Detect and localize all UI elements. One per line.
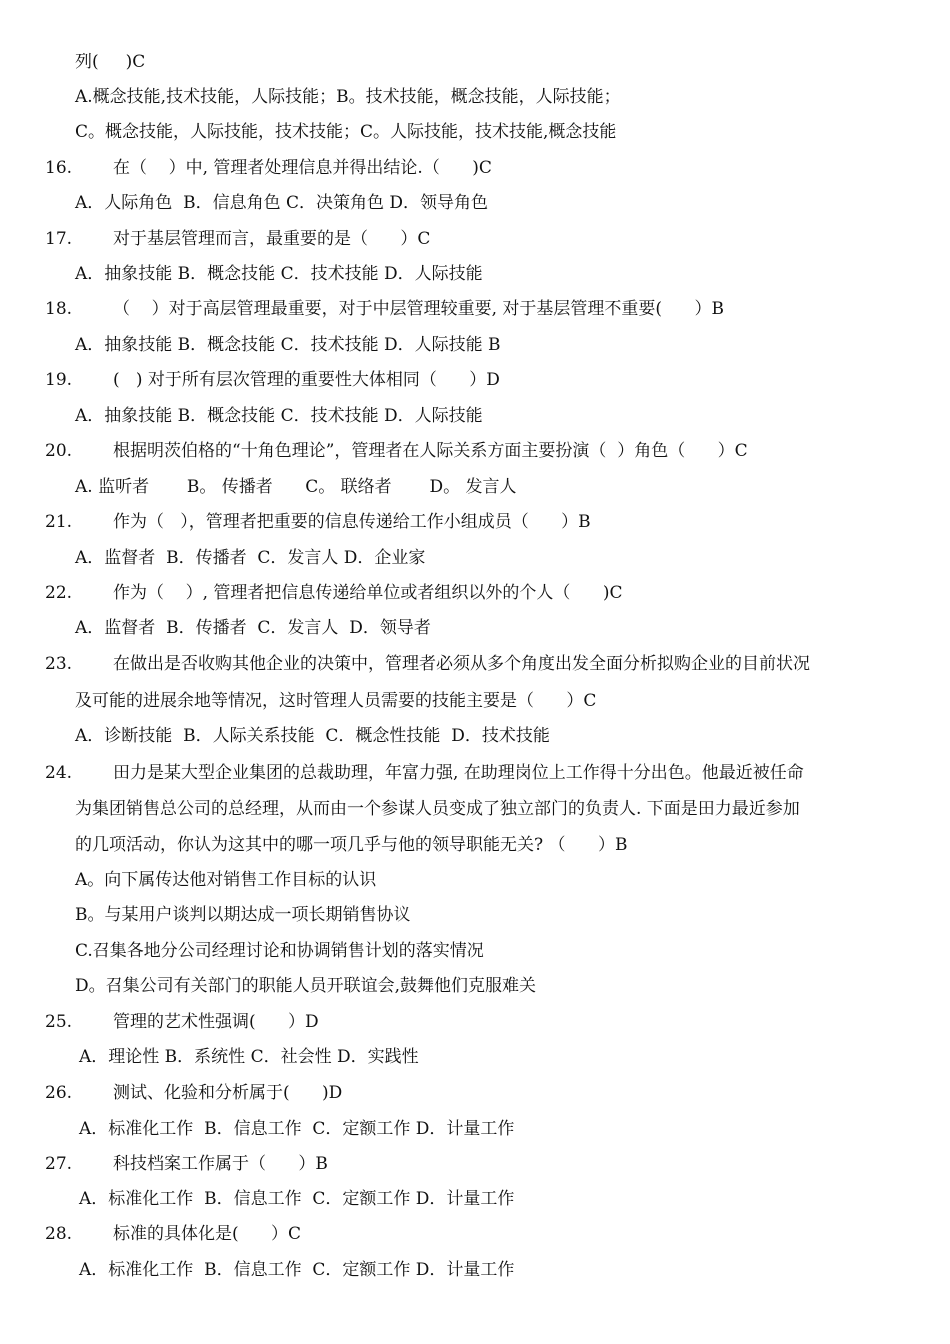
question-text: 在（ ）中, 管理者处理信息并得出结论.（ )C bbox=[113, 158, 492, 178]
text-line: 列( )C bbox=[75, 52, 146, 72]
question-number: 21. bbox=[45, 512, 73, 532]
question-text: 作为（ ），管理者把重要的信息传递给工作小组成员（ ）B bbox=[113, 512, 591, 532]
option-b: B。与某用户谈判以期达成一项长期销售协议 bbox=[75, 905, 411, 925]
options-line: A. 监听者 B。 传播者 C。 联络者 D。 发言人 bbox=[75, 477, 517, 497]
question-text: ( ) 对于所有层次管理的重要性大体相同（ ）D bbox=[113, 370, 500, 390]
options-line: A．抽象技能 B．概念技能 C．技术技能 D．人际技能 bbox=[75, 406, 483, 426]
options-line: A．人际角色 B．信息角色 C．决策角色 D．领导角色 bbox=[75, 193, 489, 213]
options-line: A．标准化工作 B．信息工作 C．定额工作 D．计量工作 bbox=[79, 1189, 515, 1209]
question-text: 科技档案工作属于（ ）B bbox=[113, 1154, 328, 1174]
question-number: 16. bbox=[45, 158, 73, 178]
question-text: （ ）对于高层管理最重要，对于中层管理较重要, 对于基层管理不重要( ）B bbox=[113, 299, 724, 319]
question-number: 23. bbox=[45, 654, 73, 674]
text-line: 为集团销售总公司的总经理，从而由一个参谋人员变成了独立部门的负责人. 下面是田力最近参加 bbox=[75, 799, 800, 819]
question-27 bbox=[45, 1152, 328, 1176]
question-number: 27. bbox=[45, 1154, 73, 1174]
question-text: 根据明茨伯格的“十角色理论”，管理者在人际关系方面主要扮演（ ）角色（ ）C bbox=[113, 441, 748, 461]
question-25 bbox=[45, 1010, 319, 1034]
question-number: 17. bbox=[45, 229, 73, 249]
option-d: D。召集公司有关部门的职能人员开联谊会,鼓舞他们克服难关 bbox=[75, 976, 537, 996]
text-line: A.概念技能,技术技能，人际技能；B。技术技能，概念技能，人际技能； bbox=[75, 87, 621, 107]
question-number: 28. bbox=[45, 1224, 73, 1244]
question-number: 22. bbox=[45, 583, 73, 603]
question-number: 20. bbox=[45, 441, 73, 461]
options-line: A．监督者 B．传播者 C．发言人 D．领导者 bbox=[75, 618, 431, 638]
question-text: 标准的具体化是( ）C bbox=[113, 1224, 302, 1244]
option-c: C.召集各地分公司经理讨论和协调销售计划的落实情况 bbox=[75, 941, 484, 961]
options-line: A．诊断技能 B．人际关系技能 C．概念性技能 D．技术技能 bbox=[75, 726, 550, 746]
question-22 bbox=[45, 581, 622, 605]
question-number: 19. bbox=[45, 370, 73, 390]
options-line: A．标准化工作 B．信息工作 C．定额工作 D．计量工作 bbox=[79, 1260, 515, 1280]
question-number: 26. bbox=[45, 1083, 73, 1103]
text-line: 及可能的进展余地等情况，这时管理人员需要的技能主要是（ ）C bbox=[75, 691, 597, 711]
question-text: 管理的艺术性强调( ）D bbox=[113, 1012, 319, 1032]
question-23 bbox=[45, 652, 810, 676]
question-text: 对于基层管理而言，最重要的是（ ）C bbox=[113, 229, 431, 249]
text-line: 的几项活动，你认为这其中的哪一项几乎与他的领导职能无关? （ ）B bbox=[75, 835, 628, 855]
question-19 bbox=[45, 368, 500, 392]
question-28 bbox=[45, 1222, 301, 1246]
options-line: A．理论性 B．系统性 C．社会性 D．实践性 bbox=[79, 1047, 419, 1067]
question-17 bbox=[45, 227, 430, 251]
question-text: 作为（ ）, 管理者把信息传递给单位或者组织以外的个人（ )C bbox=[113, 583, 623, 603]
question-24 bbox=[45, 761, 804, 785]
question-number: 25. bbox=[45, 1012, 73, 1032]
question-number: 24. bbox=[45, 763, 73, 783]
question-20 bbox=[45, 439, 748, 463]
options-line: A．抽象技能 B．概念技能 C．技术技能 D．人际技能 bbox=[75, 264, 483, 284]
question-26 bbox=[45, 1081, 342, 1105]
options-line: A．标准化工作 B．信息工作 C．定额工作 D．计量工作 bbox=[79, 1119, 515, 1139]
question-number: 18. bbox=[45, 299, 73, 319]
question-text: 在做出是否收购其他企业的决策中，管理者必须从多个角度出发全面分析拟购企业的目前状况 bbox=[113, 654, 810, 674]
option-a: A。向下属传达他对销售工作目标的认识 bbox=[75, 870, 377, 890]
text-line: C。概念技能，人际技能，技术技能；C。人际技能，技术技能,概念技能 bbox=[75, 122, 617, 142]
question-18 bbox=[45, 297, 724, 321]
options-line: A．监督者 B．传播者 C．发言人 D．企业家 bbox=[75, 548, 426, 568]
question-text: 田力是某大型企业集团的总裁助理，年富力强, 在助理岗位上工作得十分出色。他最近被任命 bbox=[113, 763, 804, 783]
question-text: 测试、化验和分析属于( )D bbox=[113, 1083, 343, 1103]
question-21 bbox=[45, 510, 591, 534]
question-16 bbox=[45, 156, 492, 180]
options-line: A．抽象技能 B．概念技能 C．技术技能 D．人际技能 B bbox=[75, 335, 501, 355]
